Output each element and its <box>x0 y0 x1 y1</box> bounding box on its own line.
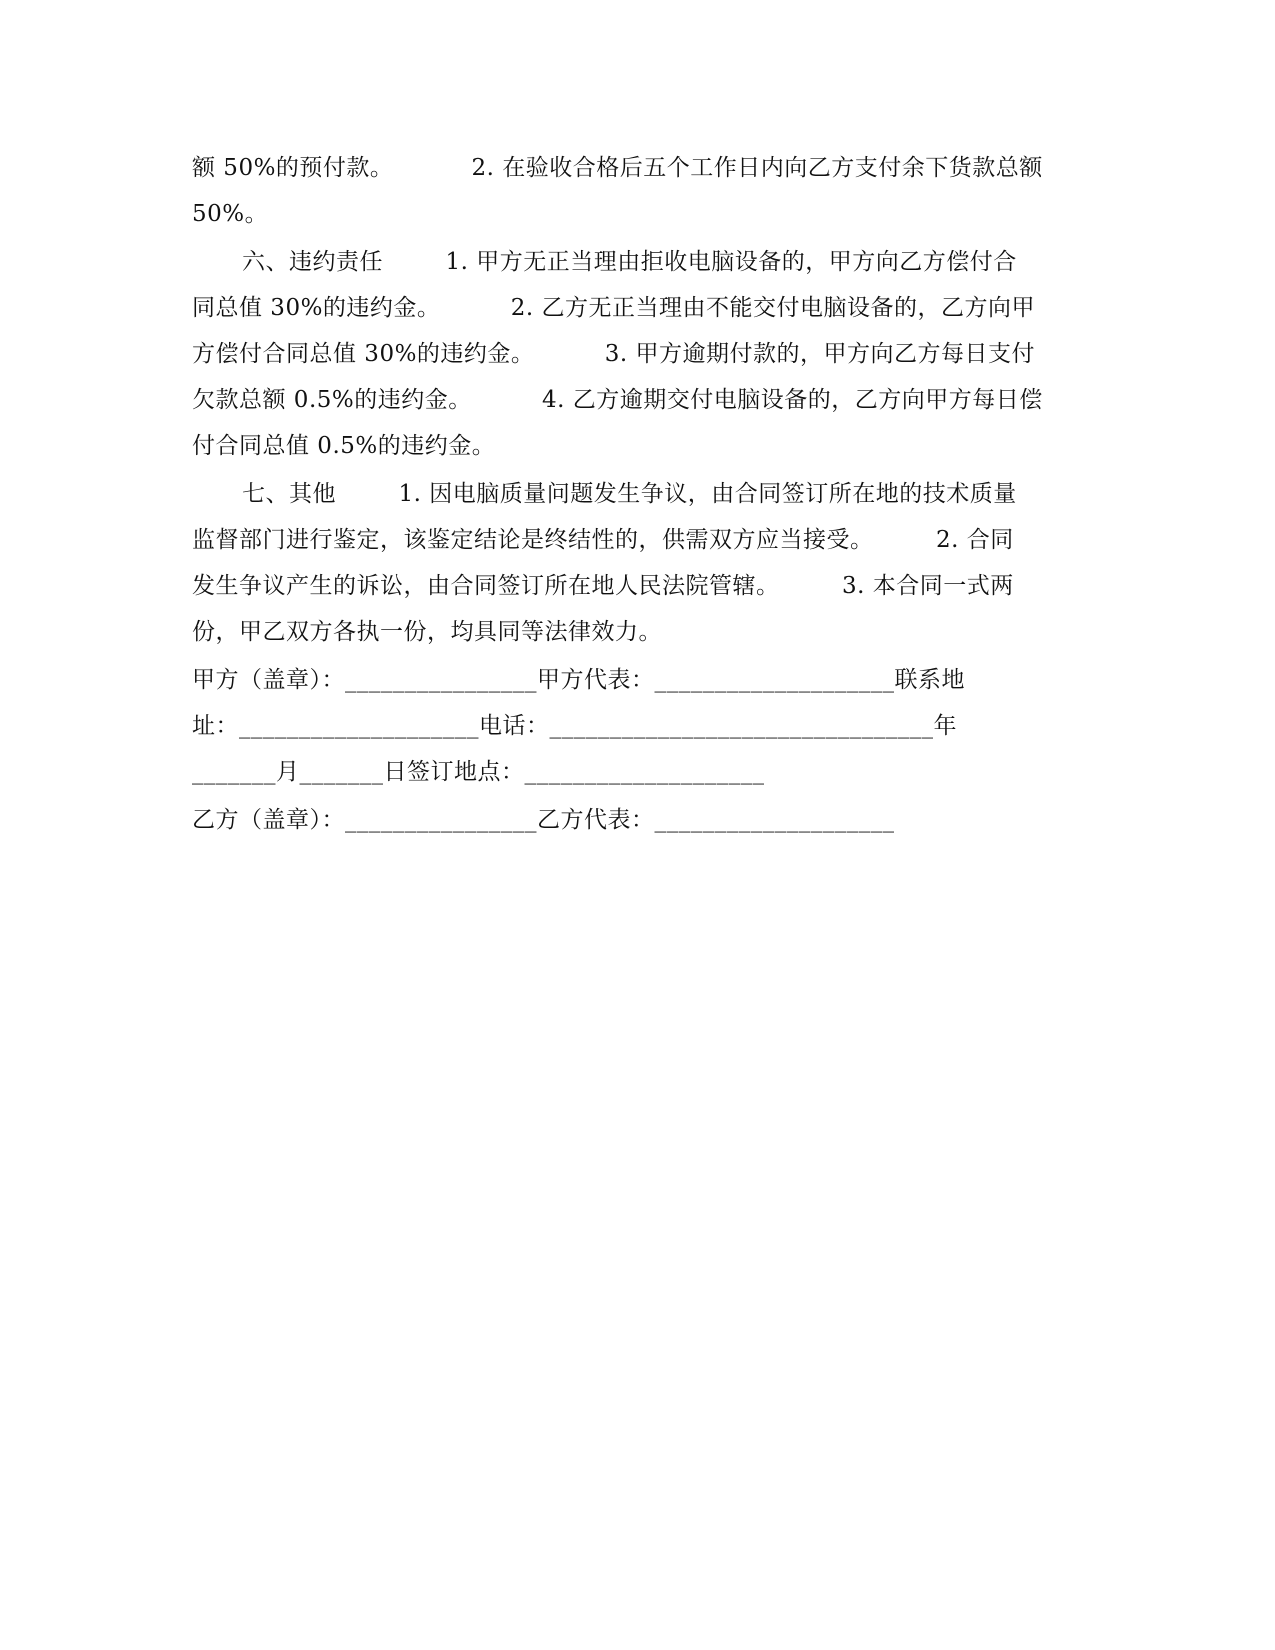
text-line-breach-heading: 六、违约责任 1. 甲方无正当理由拒收电脑设备的，甲方向乙方偿付合 <box>242 249 1017 275</box>
text-line-breach-2: 方偿付合同总值 30%的违约金。 3. 甲方逾期付款的，甲方向乙方每日支付 <box>192 341 1035 367</box>
signature-line-address-phone: 址：____________________电话：________________________________年 <box>192 713 957 739</box>
text-line-breach-3: 欠款总额 0.5%的违约金。 4. 乙方逾期交付电脑设备的，乙方向甲方每日偿 <box>192 387 1043 413</box>
text-line-other-2: 发生争议产生的诉讼，由合同签订所在地人民法院管辖。 3. 本合同一式两 <box>192 573 1014 599</box>
text-line-breach-4: 付合同总值 0.5%的违约金。 <box>192 433 496 459</box>
text-line-other-heading: 七、其他 1. 因电脑质量问题发生争议，由合同签订所在地的技术质量 <box>242 481 1017 507</box>
text-line-other-3: 份，甲乙双方各执一份，均具同等法律效力。 <box>192 619 662 645</box>
signature-line-date-place: _______月_______日签订地点：____________________ <box>192 759 765 785</box>
text-line-breach-1: 同总值 30%的违约金。 2. 乙方无正当理由不能交付电脑设备的，乙方向甲 <box>192 295 1035 321</box>
signature-line-party-a: 甲方（盖章）：________________甲方代表：____________________联系地 <box>192 667 965 693</box>
text-line-payment-remainder: 50%。 <box>192 201 269 227</box>
text-line-payment-advance: 额 50%的预付款。 2. 在验收合格后五个工作日内向乙方支付余下货款总额 <box>192 155 1043 181</box>
text-line-other-1: 监督部门进行鉴定，该鉴定结论是终结性的，供需双方应当接受。 2. 合同 <box>192 527 1014 553</box>
signature-line-party-b: 乙方（盖章）：________________乙方代表：____________________ <box>192 807 895 833</box>
